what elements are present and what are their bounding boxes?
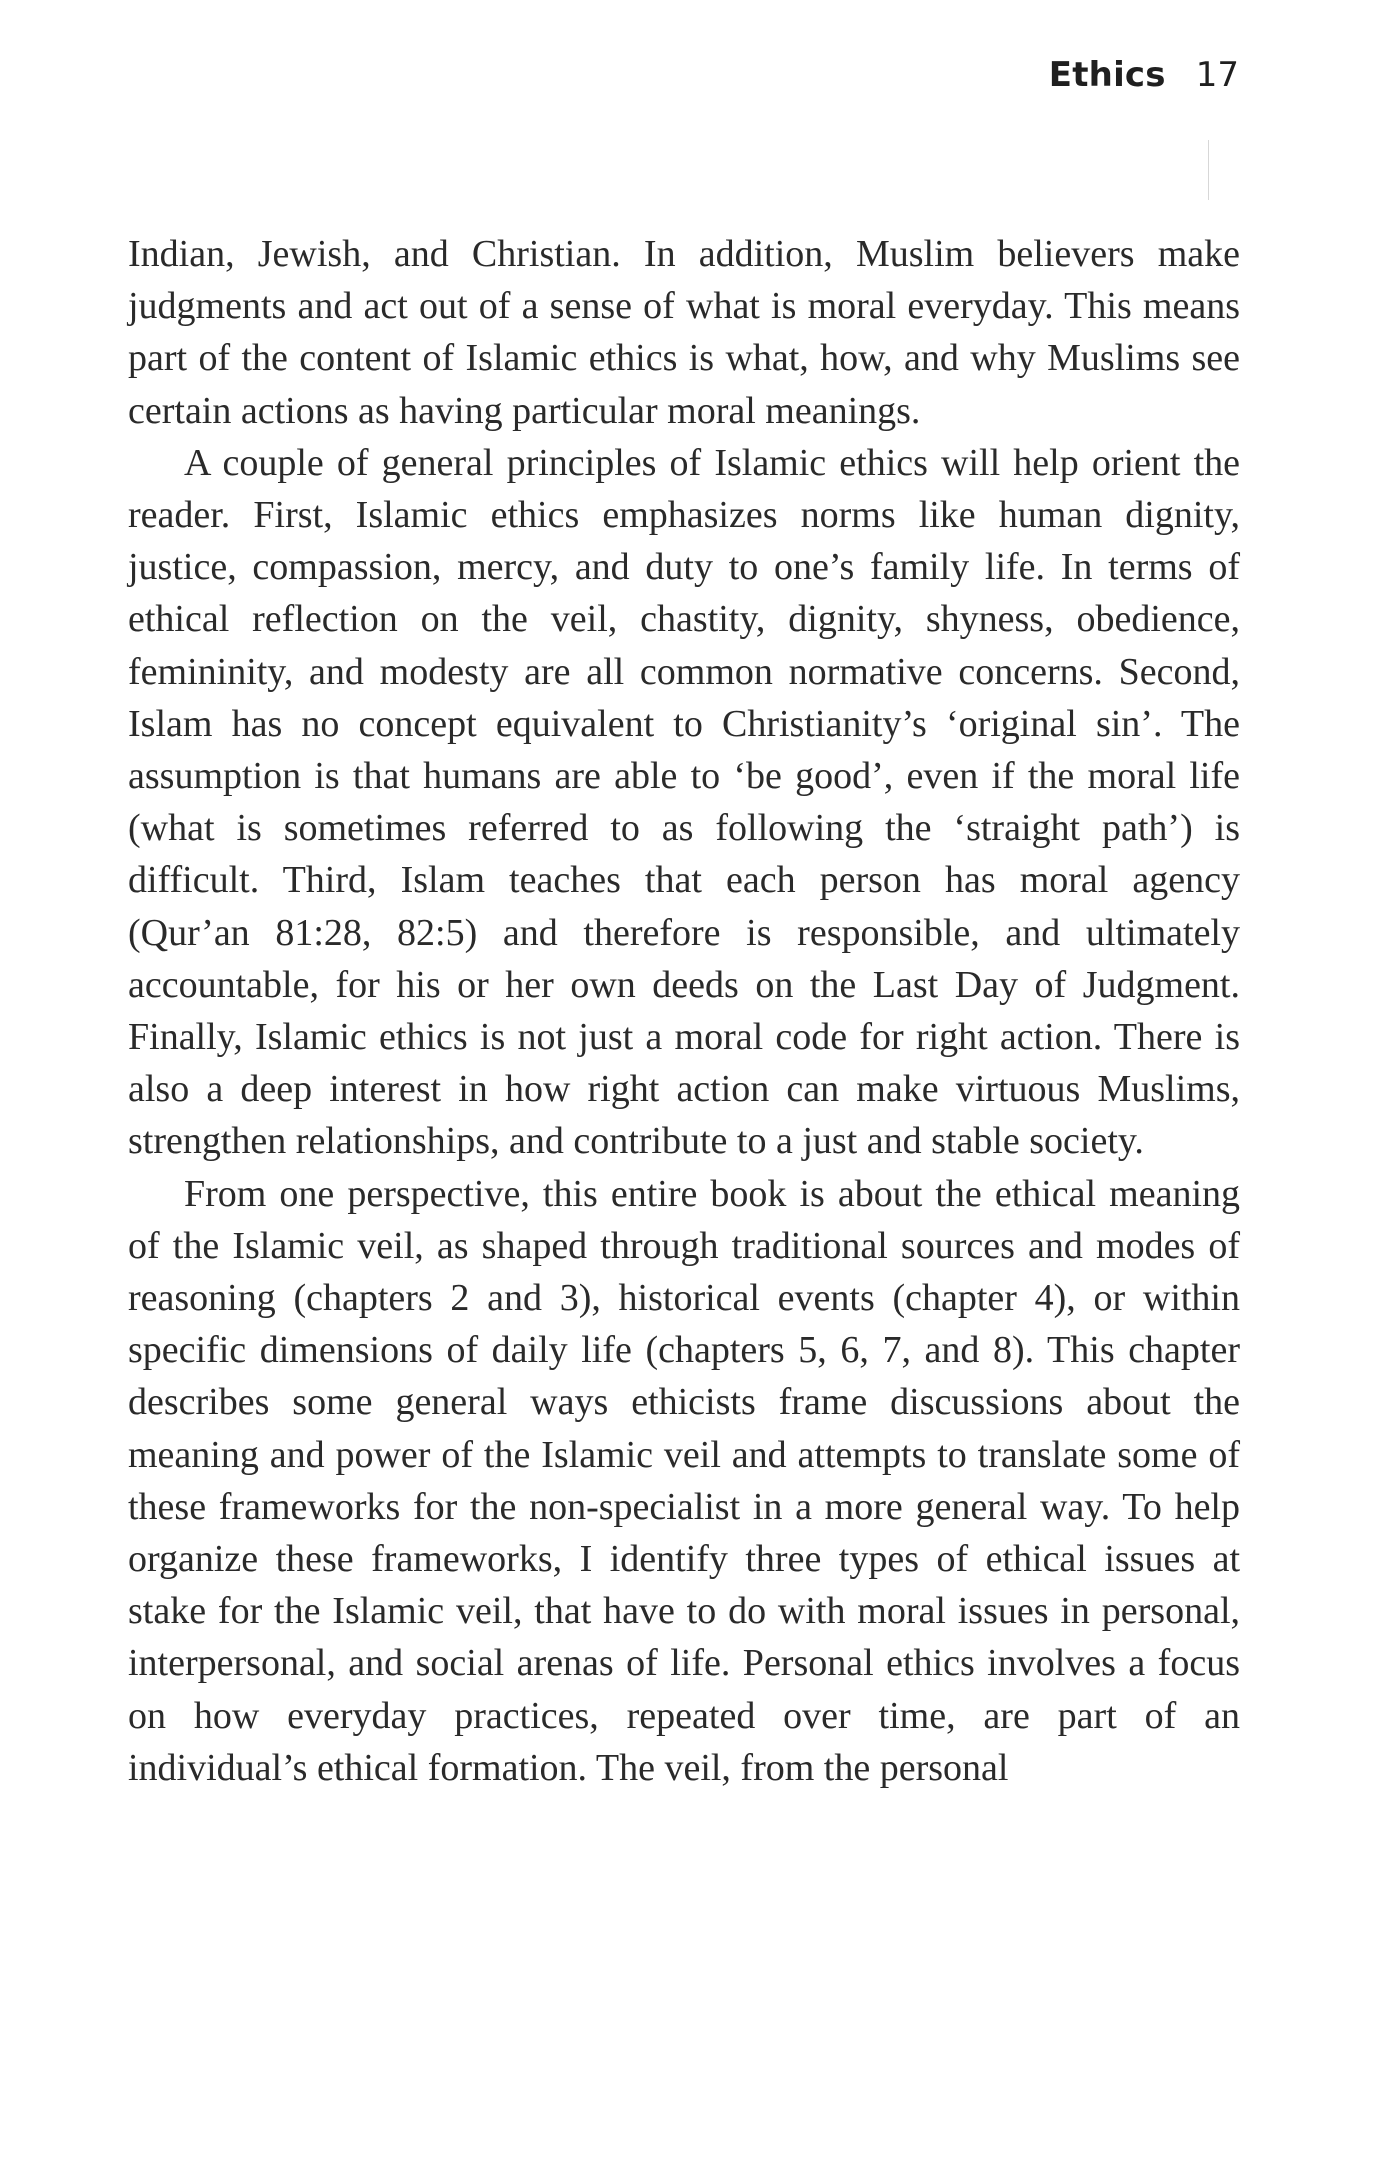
margin-rule [1208,140,1209,200]
running-head [1048,55,1239,95]
paragraph-2: A couple of general principles of Islamic ethics will help orient the reader. First, Islamic ethics emphasizes norms like human dignity, justice, compassion, mercy, and duty to one’s family life. In terms of ethical reflection on the veil, chastity, dignity, shyness, obedience, femininity, and modesty are all common normative concerns. Second, Islam has no concept equivalent to Christianity’s ‘original sin’. The assumption is that humans are able to ‘be good’, even if the moral life (what is sometimes referred to as following the ‘straight path’) is difficult. Third, Islam teaches that each person has moral agency (Qur’an 81:28, 82:5) and therefore is responsible, and ultimately accountable, for his or her own deeds on the Last Day of Judgment. Finally, Islamic ethics is not just a moral code for right action. There is also a deep interest in how right action can make virtuous Muslims, strengthen relationships, and contribute to a just and stable society. [128,441,1240,1163]
running-head-title: Ethics [1048,55,1166,95]
paragraph-3: From one perspective, this entire book is about the ethical meaning of the Islamic veil, as shaped through traditional sources and modes of reasoning (chapters 2 and 3), historical events (chapter 4), or within specific dimensions of daily life (chapters 5, 6, 7, and 8). This chapter describes some general ways ethicists frame discussions about the meaning and power of the Islamic veil and attempts to translate some of these frameworks for the non-specialist in a more general way. To help organize these frameworks, I identify three types of ethical issues at stake for the Islamic veil, that have to do with moral issues in personal, interpersonal, and social arenas of life. Personal ethics involves a focus on how everyday practices, repeated over time, are part of an individual’s ethical formation. The veil, from the personal [128,1172,1240,1789]
body-text [128,228,1240,1794]
page-number: 17 [1195,55,1239,95]
paragraph-1: Indian, Jewish, and Christian. In addition, Muslim believers make judgments and act out of a sense of what is moral everyday. This means part of the content of Islamic ethics is what, how, and why Muslims see certain actions as having particular moral meanings. [128,233,1240,432]
